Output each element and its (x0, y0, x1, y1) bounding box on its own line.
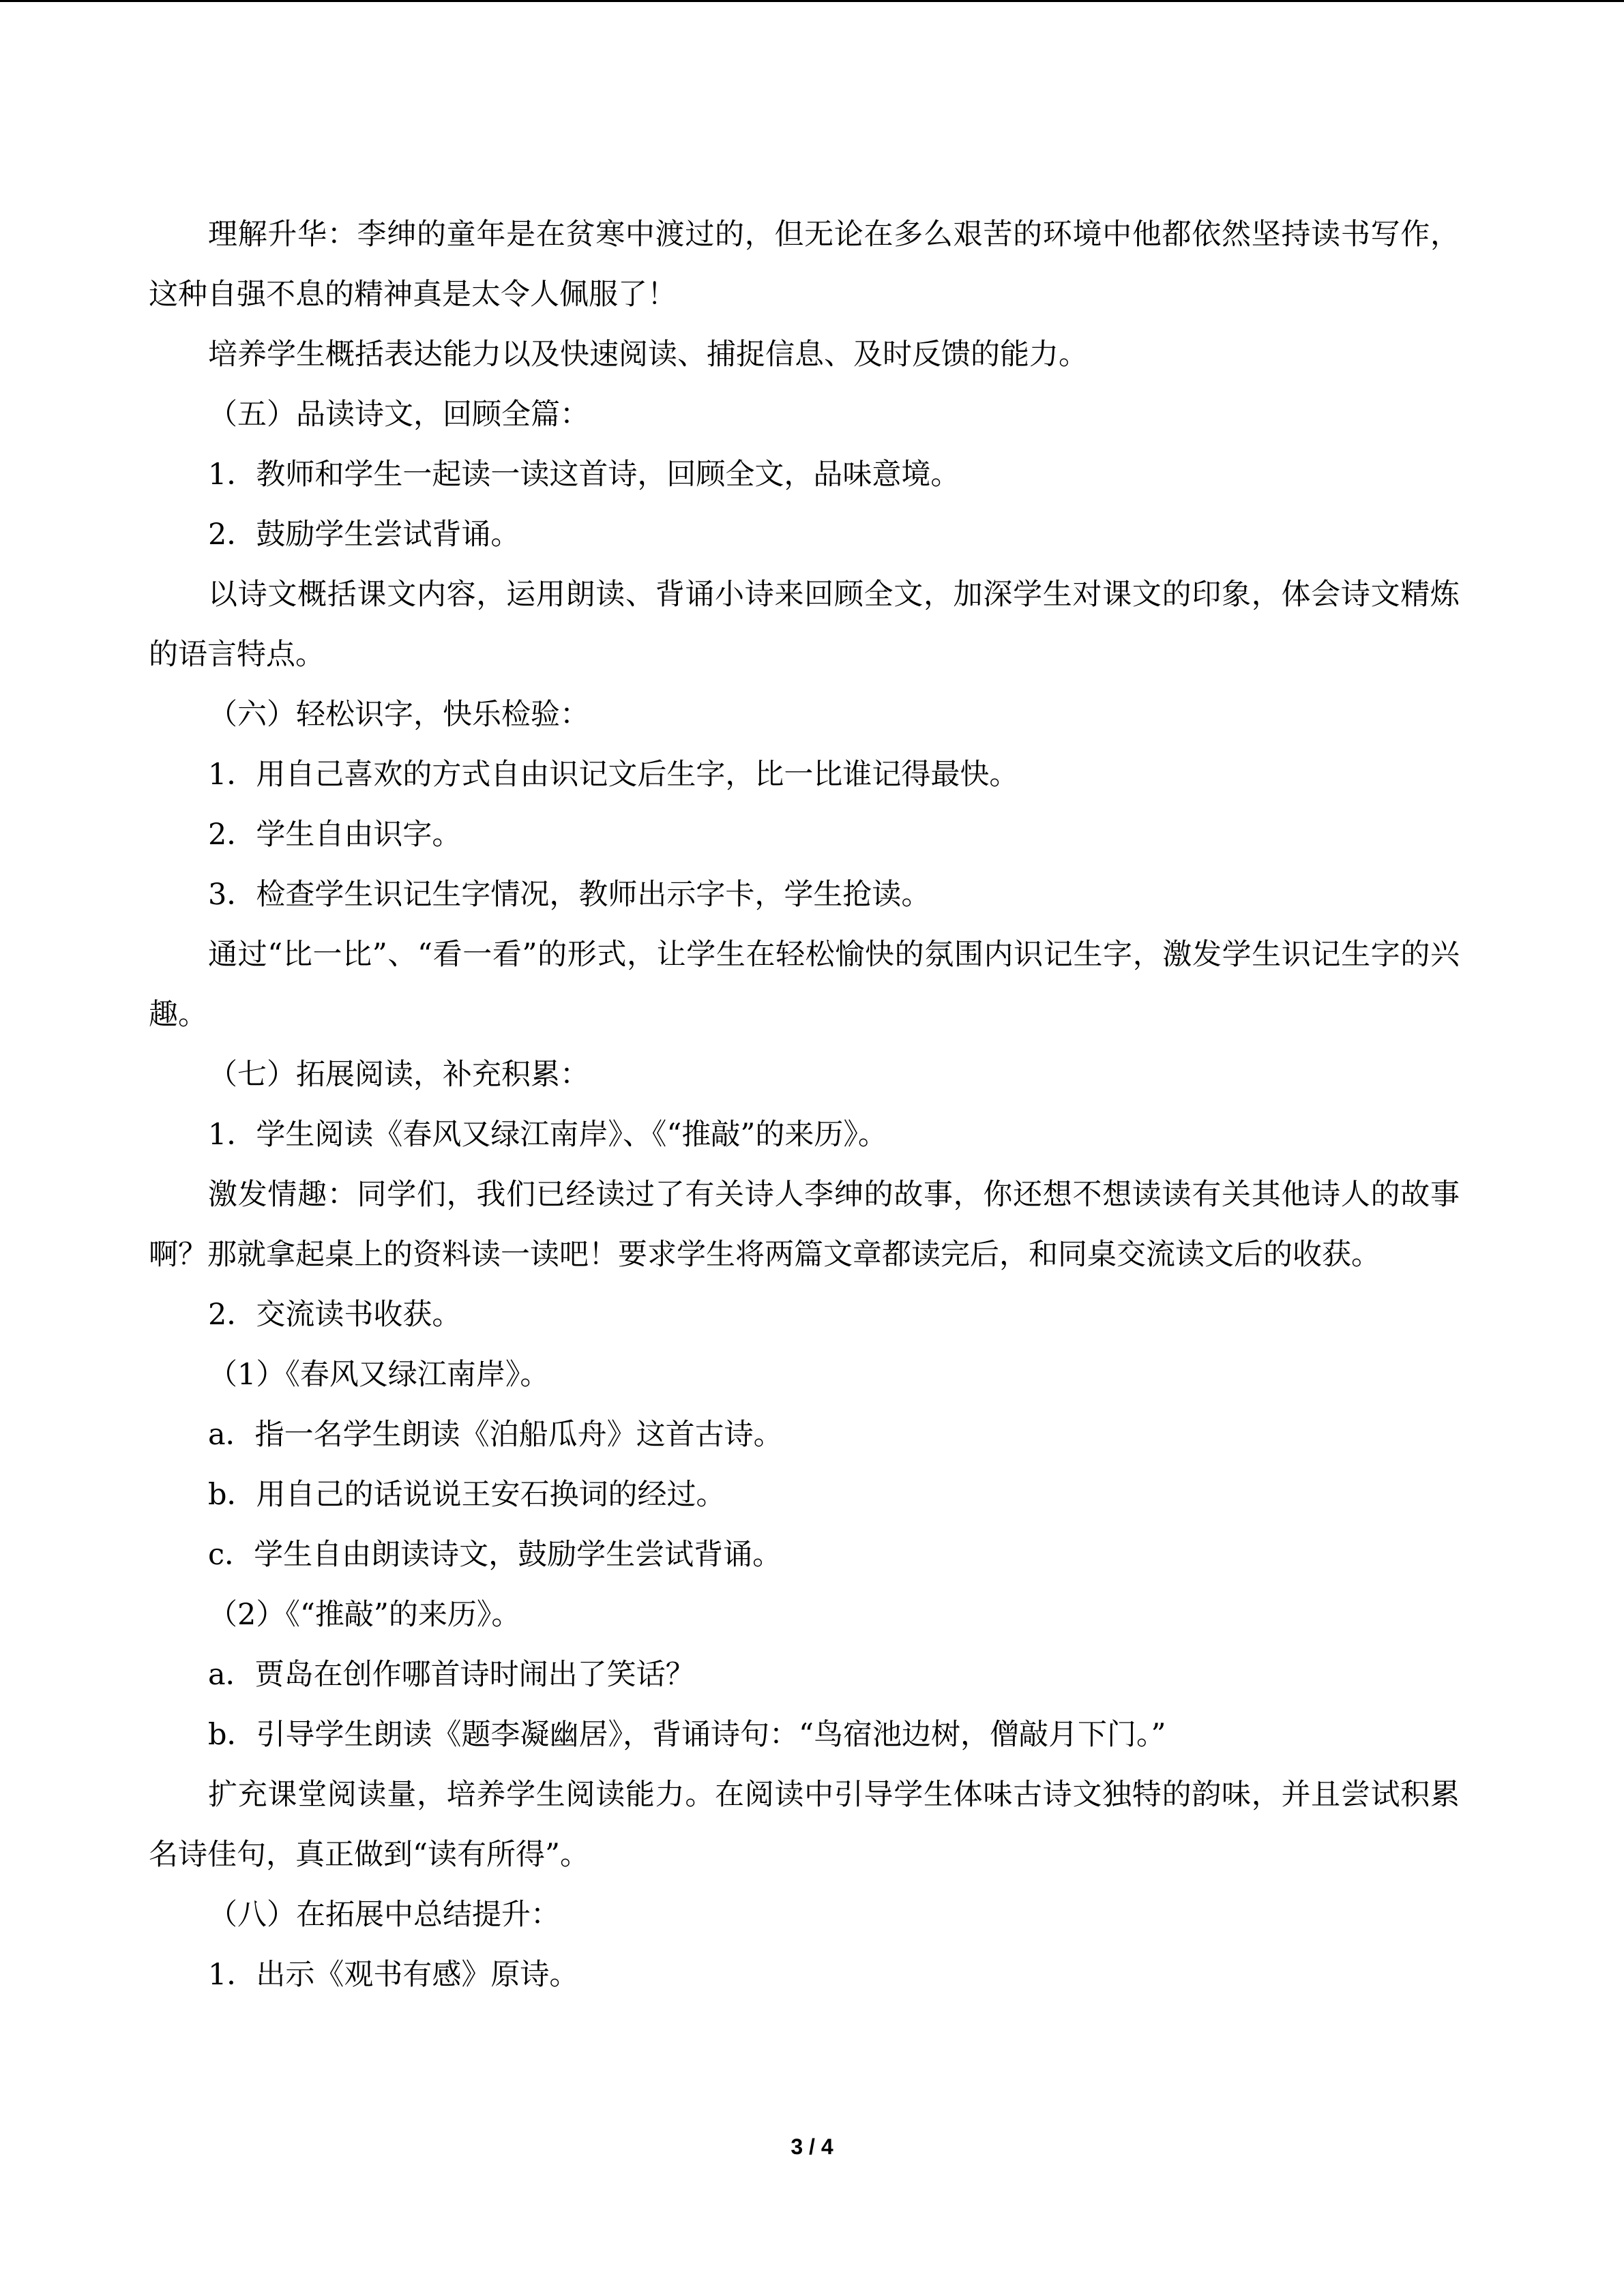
sub-heading: （2）《“推敲”的来历》。 (208, 1598, 521, 1632)
page-top-border (0, 0, 1624, 2)
section-heading: （五）品读诗文，回顾全篇： (208, 398, 589, 432)
paragraph: 以诗文概括课文内容，运用朗读、背诵小诗来回顾全文，加深学生对课文的印象，体会诗文精炼的语言特点。 (149, 578, 1460, 672)
section-heading: （七）拓展阅读，补充积累： (208, 1058, 589, 1092)
list-item: 1．用自己喜欢的方式自由识记文后生字，比一比谁记得最快。 (208, 758, 1019, 792)
document-body (149, 205, 1460, 2005)
list-item: 1．教师和学生一起读一读这首诗，回顾全文，品味意境。 (208, 458, 960, 492)
list-item: b．引导学生朗读《题李凝幽居》，背诵诗句：“鸟宿池边树，僧敲月下门。” (208, 1718, 1166, 1752)
list-item: b．用自己的话说说王安石换词的经过。 (208, 1478, 726, 1512)
paragraph: 通过“比一比”、“看一看”的形式，让学生在轻松愉快的氛围内识记生字，激发学生识记生字的兴趣。 (149, 938, 1460, 1032)
sub-heading: （1）《春风又绿江南岸》。 (208, 1358, 550, 1392)
list-item: 1．学生阅读《春风又绿江南岸》、《“推敲”的来历》。 (208, 1118, 887, 1152)
list-item: 2．鼓励学生尝试背诵。 (208, 518, 520, 552)
page-number: 3 / 4 (791, 2134, 833, 2159)
section-heading: （六）轻松识字，快乐检验： (208, 698, 589, 732)
paragraph: 培养学生概括表达能力以及快速阅读、捕捉信息、及时反馈的能力。 (208, 338, 1088, 372)
section-heading: （八）在拓展中总结提升： (208, 1898, 560, 1932)
paragraph: 扩充课堂阅读量，培养学生阅读能力。在阅读中引导学生体味古诗文独特的韵味，并且尝试积累名诗佳句，真正做到“读有所得”。 (149, 1778, 1460, 1872)
paragraph: 激发情趣：同学们，我们已经读过了有关诗人李绅的故事，你还想不想读读有关其他诗人的故事啊？那就拿起桌上的资料读一读吧！要求学生将两篇文章都读完后，和同桌交流读文后的收获。 (149, 1178, 1460, 1272)
paragraph: 理解升华：李绅的童年是在贫寒中渡过的，但无论在多么艰苦的环境中他都依然坚持读书写作，这种自强不息的精神真是太令人佩服了！ (149, 218, 1460, 312)
list-item: 2．学生自由识字。 (208, 818, 462, 852)
list-item: 1．出示《观书有感》原诗。 (208, 1958, 579, 1992)
list-item: c．学生自由朗读诗文，鼓励学生尝试背诵。 (208, 1538, 782, 1572)
list-item: 2．交流读书收获。 (208, 1298, 462, 1332)
list-item: 3．检查学生识记生字情况，教师出示字卡，学生抢读。 (208, 878, 931, 912)
list-item: a．指一名学生朗读《泊船瓜舟》这首古诗。 (208, 1418, 783, 1452)
list-item: a．贾岛在创作哪首诗时闹出了笑话？ (208, 1658, 695, 1692)
